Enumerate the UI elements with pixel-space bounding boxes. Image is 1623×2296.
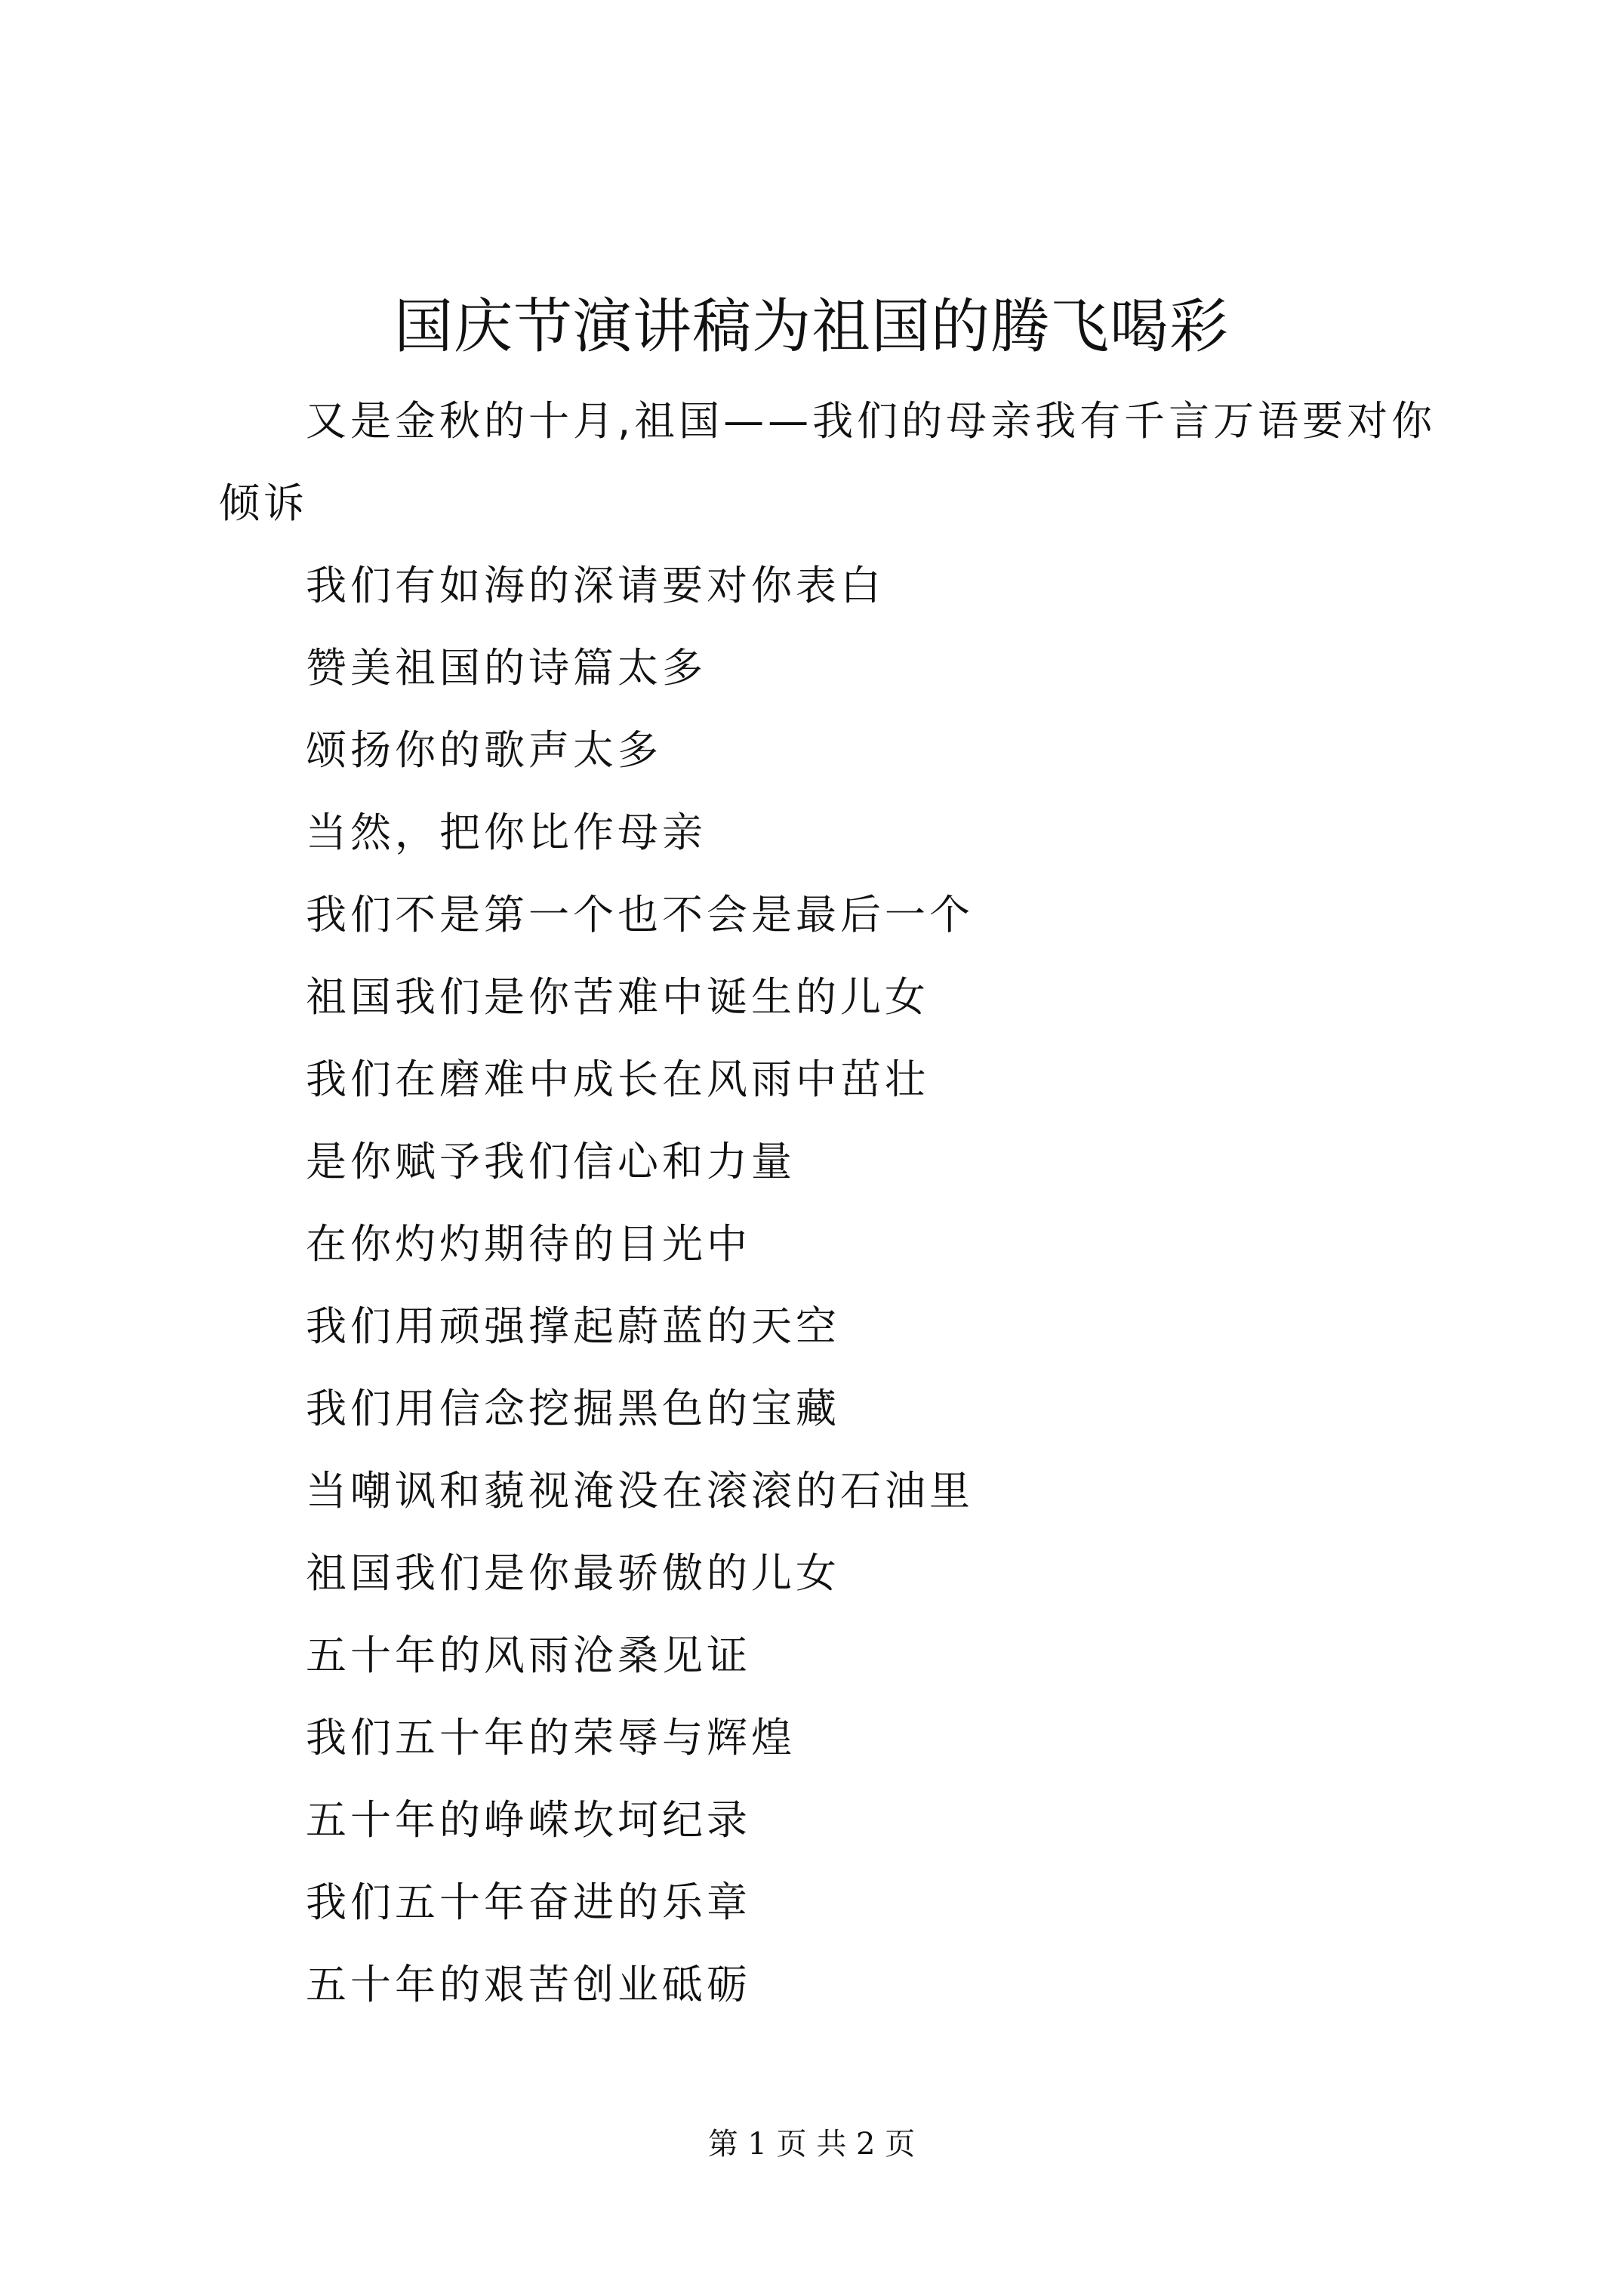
- poem-line: 赞美祖国的诗篇太多: [306, 644, 707, 692]
- document-body: [219, 380, 1442, 2026]
- poem-line: 我们在磨难中成长在风雨中茁壮: [306, 1056, 929, 1103]
- poem-line: 祖国我们是你苦难中诞生的儿女: [306, 973, 929, 1021]
- poem-line: 我们不是第一个也不会是最后一个: [306, 891, 974, 938]
- poem-line: 五十年的峥嵘坎坷纪录: [306, 1796, 751, 1844]
- poem-line: 当然，把你比作母亲: [306, 809, 707, 856]
- poem-line: 五十年的艰苦创业砥砺: [306, 1961, 751, 2008]
- page-number-footer: 第 1 页 共 2 页: [707, 2127, 916, 2162]
- poem-line: 祖国我们是你最骄傲的儿女: [306, 1549, 840, 1597]
- poem-line: 是你赋予我们信心和力量: [306, 1138, 796, 1185]
- poem-lines: [219, 544, 1442, 2026]
- poem-line: 我们五十年奋进的乐章: [306, 1878, 751, 1926]
- poem-line: 五十年的风雨沧桑见证: [306, 1632, 751, 1679]
- poem-line: 在你灼灼期待的目光中: [306, 1220, 751, 1268]
- poem-line: 颂扬你的歌声太多: [306, 726, 662, 774]
- poem-line: 我们用信念挖掘黑色的宝藏: [306, 1385, 840, 1432]
- poem-line: 我们用顽强撑起蔚蓝的天空: [306, 1302, 840, 1350]
- document-title: 国庆节演讲稿为祖国的腾飞喝彩: [393, 293, 1229, 361]
- poem-line: 我们五十年的荣辱与辉煌: [306, 1714, 796, 1761]
- intro-paragraph: 又是金秋的十月,祖国——我们的母亲我有千言万语要对你倾诉: [219, 397, 1437, 527]
- poem-line: 我们有如海的深请要对你表白: [306, 562, 885, 609]
- poem-line: 当嘲讽和藐视淹没在滚滚的石油里: [306, 1467, 974, 1515]
